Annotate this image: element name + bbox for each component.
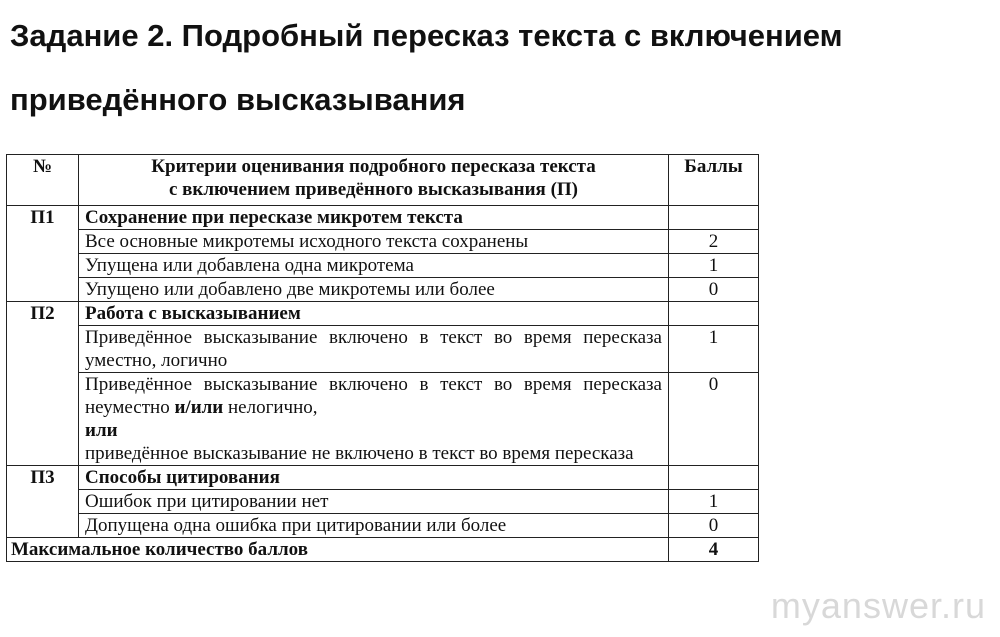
criterion-text-part-1b: нелогично, xyxy=(223,397,318,418)
criterion-text: Упущена или добавлена одна микротема xyxy=(79,254,669,278)
group-points-empty xyxy=(669,206,759,230)
criterion-points: 2 xyxy=(669,230,759,254)
group-row-p3 xyxy=(7,466,759,490)
criterion-text-part-1 xyxy=(85,373,662,419)
title-line-1: Задание 2. Подробный пересказ текста с включением xyxy=(10,18,843,53)
page-title xyxy=(10,4,995,132)
header-criteria-line-1: Критерии оценивания подробного пересказа текста xyxy=(151,156,596,177)
criterion-points: 1 xyxy=(669,490,759,514)
group-code: П1 xyxy=(7,206,79,302)
total-row xyxy=(7,538,759,562)
group-points-empty xyxy=(669,302,759,326)
criterion-text: Ошибок при цитировании нет xyxy=(79,490,669,514)
header-num: № xyxy=(7,155,79,206)
group-code: П3 xyxy=(7,466,79,538)
group-code: П2 xyxy=(7,302,79,466)
criterion-text: Допущена одна ошибка при цитировании или более xyxy=(79,514,669,538)
header-points: Баллы xyxy=(669,155,759,206)
table-row xyxy=(7,278,759,302)
table-row xyxy=(7,514,759,538)
group-points-empty xyxy=(669,466,759,490)
group-title: Сохранение при пересказе микротем текста xyxy=(79,206,669,230)
title-line-2: приведённого высказывания xyxy=(10,82,466,117)
table-row xyxy=(7,230,759,254)
table-row xyxy=(7,490,759,514)
criterion-text-compound xyxy=(79,373,669,466)
criterion-points: 0 xyxy=(669,514,759,538)
criterion-points: 1 xyxy=(669,254,759,278)
table-row xyxy=(7,326,759,373)
table-row xyxy=(7,254,759,278)
header-criteria xyxy=(79,155,669,206)
criterion-points: 1 xyxy=(669,326,759,373)
criterion-text: Приведённое высказывание включено в текст во время пересказа уместно, логично xyxy=(79,326,669,373)
total-label: Максимальное количество баллов xyxy=(7,538,669,562)
group-title: Способы цитирования xyxy=(79,466,669,490)
criterion-points: 0 xyxy=(669,278,759,302)
header-criteria-line-2: с включением приведённого высказывания (П) xyxy=(168,179,579,200)
group-title: Работа с высказыванием xyxy=(79,302,669,326)
criteria-table xyxy=(6,154,759,562)
criterion-points: 0 xyxy=(669,373,759,466)
total-points: 4 xyxy=(669,538,759,562)
table-row xyxy=(7,373,759,466)
criterion-text-part-1a: Приведённое высказывание включено в текст во время пересказа неуместно xyxy=(85,374,662,418)
criterion-or-label: или xyxy=(85,420,118,441)
criterion-text: Упущено или добавлено две микротемы или более xyxy=(79,278,669,302)
criterion-text-bold: и/или xyxy=(174,397,224,418)
group-row-p1 xyxy=(7,206,759,230)
criterion-text-part-2: приведённое высказывание не включено в текст во время пересказа xyxy=(85,443,634,464)
table-header-row xyxy=(7,155,759,206)
watermark: myanswer.ru xyxy=(770,585,986,626)
criterion-text: Все основные микротемы исходного текста сохранены xyxy=(79,230,669,254)
group-row-p2 xyxy=(7,302,759,326)
